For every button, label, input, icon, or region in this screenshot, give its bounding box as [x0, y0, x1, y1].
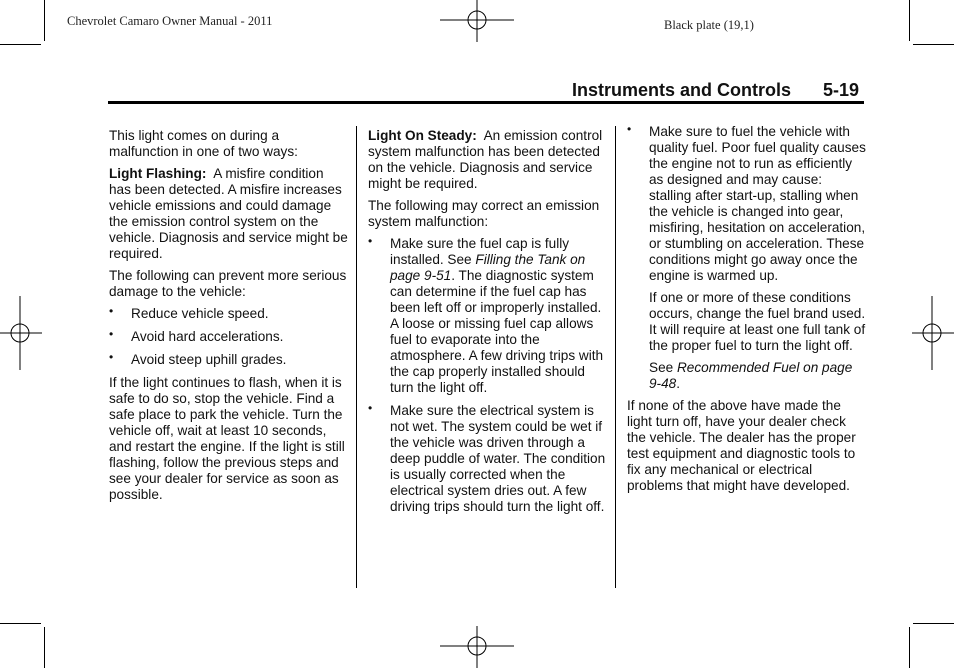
steady-paragraph: [368, 128, 608, 192]
list-item: [368, 403, 608, 515]
bullet-icon: •: [109, 327, 114, 341]
registration-mark-icon: [912, 296, 954, 370]
steady-label: Light On Steady:: [368, 128, 477, 143]
registration-mark-icon: [440, 0, 514, 42]
crop-mark: [913, 44, 954, 45]
column-divider: [356, 126, 357, 588]
column-divider: [615, 126, 616, 588]
crop-mark: [44, 0, 45, 41]
crop-mark: [909, 627, 910, 668]
bullet-icon: •: [368, 234, 373, 248]
section-name: Instruments and Controls: [572, 80, 792, 100]
list-item: [109, 306, 349, 322]
column-2: [368, 128, 608, 522]
list-item-text: Make sure the electrical system is not wet. The system could be wet if the vehicle was driven through a deep puddle of water. The condition is usually corrected when the electrical system dries out. A few driving trips should turn the light off.: [390, 403, 606, 514]
flashing-paragraph: [109, 166, 349, 262]
registration-mark-icon: [440, 626, 514, 668]
section-title: [572, 80, 859, 101]
flashing-text: A misfire condition has been detected. A misfire increases vehicle emissions and could damage the emission control system on the vehicle. Diagnosis and service might be required.: [109, 166, 348, 261]
column-3: [627, 124, 867, 500]
crop-mark: [913, 623, 954, 624]
intro-paragraph: This light comes on during a malfunction in one of two ways:: [109, 128, 298, 159]
continue-paragraph: If the light continues to flash, when it is safe to do so, stop the vehicle. Find a safe place to park the vehicle. Turn the vehicle off, wait at least 10 seconds, and restart the engine. If the light is still flashing, follow the previous steps and see your dealer for service as soon as possible.: [109, 375, 345, 502]
correct-paragraph: The following may correct an emission system malfunction:: [368, 198, 600, 229]
registration-mark-icon: [0, 296, 42, 370]
list-item: [109, 329, 349, 345]
steady-text: An emission control system malfunction has been detected on the vehicle. Diagnosis and service might be required.: [368, 128, 603, 191]
list-item-text: Avoid hard accelerations.: [131, 329, 284, 344]
header-rule: [108, 101, 864, 104]
crop-mark: [44, 627, 45, 668]
page-number: 5-19: [823, 80, 860, 100]
flashing-label: Light Flashing:: [109, 166, 207, 181]
list-item-text: Avoid steep uphill grades.: [131, 352, 287, 367]
list-item-text: Make sure the fuel cap is fully installed. See Filling the Tank on page 9-51. The diagnostic system can determine if the fuel cap has been left off or improperly installed. A loose or missing fuel cap allows fuel to evaporate into the atmosphere. A few driving trips with the cap properly installed should turn the light off.: [390, 236, 604, 395]
list-item-text: Make sure to fuel the vehicle with quality fuel. Poor fuel quality causes the engine not to run as efficiently as designed and may cause: stalling after start-up, stalling when the vehicle is changed into gear, misfiring, hesitation on acceleration, or stumbling on acceleration. These conditions might go away once the engine is warmed up.: [649, 124, 866, 283]
crop-mark: [0, 44, 41, 45]
list-item-text: Reduce vehicle speed.: [131, 306, 269, 321]
list-item: [109, 352, 349, 368]
bullet-icon: •: [368, 401, 373, 415]
cross-reference-link[interactable]: Filling the Tank on page 9-51: [390, 252, 586, 283]
continued-paragraph: If one or more of these conditions occurs, change the fuel brand used. It will require at least one full tank of the proper fuel to turn the light off.: [649, 290, 866, 353]
bullet-icon: •: [627, 122, 632, 136]
bullet-icon: •: [109, 304, 114, 318]
plate-label: Black plate (19,1): [664, 18, 754, 32]
final-paragraph: If none of the above have made the light turn off, have your dealer check the vehicle. The dealer has the proper test equipment and diagnostic tools to fix any mechanical or electrical problems that might have developed.: [627, 398, 856, 493]
column-1: [109, 128, 349, 509]
see-paragraph: See Recommended Fuel on page 9-48.: [649, 360, 853, 391]
list-item: [368, 236, 608, 396]
cross-reference-link[interactable]: Recommended Fuel on page 9-48: [649, 360, 853, 391]
crop-mark: [0, 623, 41, 624]
bullet-icon: •: [109, 350, 114, 364]
crop-mark: [909, 0, 910, 41]
list-item: [627, 124, 867, 284]
manual-title: Chevrolet Camaro Owner Manual - 2011: [67, 14, 273, 28]
prevent-paragraph: The following can prevent more serious damage to the vehicle:: [109, 268, 347, 299]
